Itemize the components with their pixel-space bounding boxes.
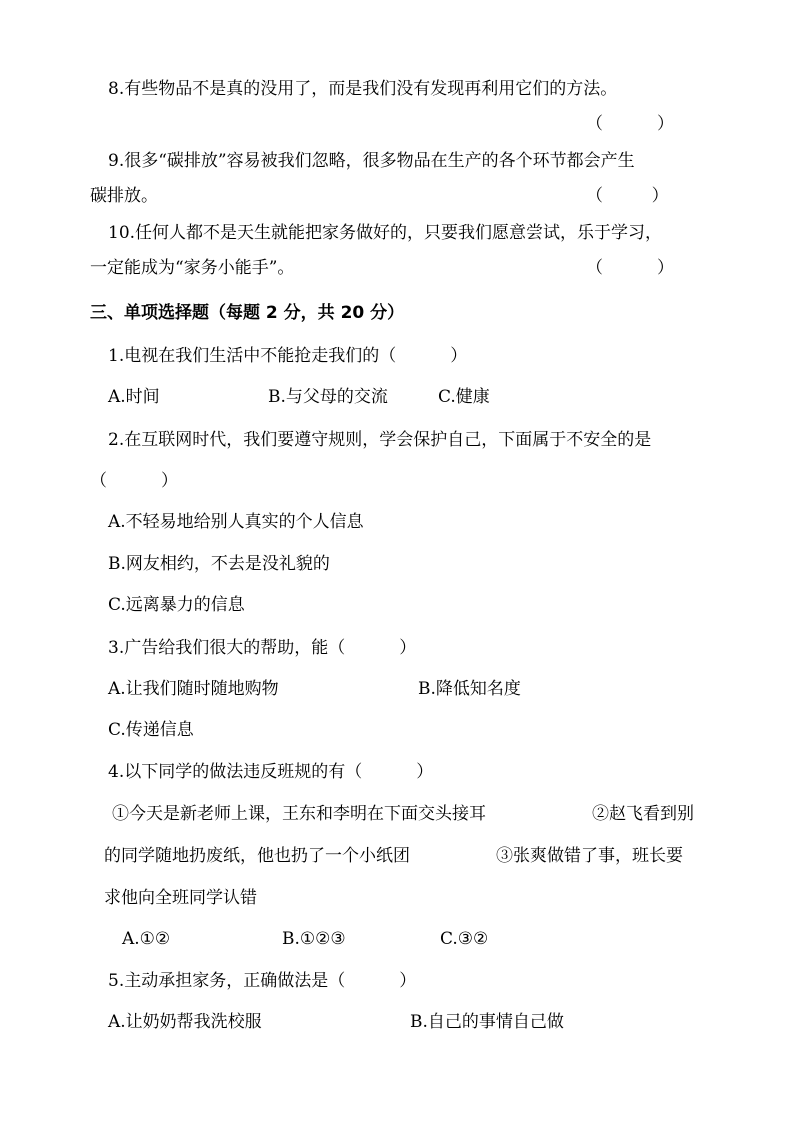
mc-q4-statement-3-start: ③张爽做错了事，班长要	[496, 846, 683, 866]
mc-q2-option-a: A.不轻易地给别人真实的个人信息	[108, 512, 364, 532]
mc-q4-statement-2-start: ②赵飞看到别	[592, 804, 694, 824]
q9-text: 9.很多“碳排放”容易被我们忽略，很多物品在生产的各个环节都会产生	[108, 151, 635, 171]
mc-q4-statement-3-end: 求他向全班同学认错	[104, 888, 257, 908]
mc-q4-statement-2-end: 的同学随地扔废纸，他也扔了一个小纸团	[104, 846, 410, 866]
mc-q2-bracket: （ ）	[90, 471, 179, 491]
mc-q2-stem: 2.在互联网时代，我们要遵守规则，学会保护自己，下面属于不安全的是	[108, 430, 652, 450]
mc-q4-option-c: C.③②	[440, 929, 489, 949]
q8-answer-bracket: （ ）	[586, 114, 675, 134]
q10-text-cont: 一定能成为“家务小能手”。	[90, 258, 295, 278]
mc-q3-option-a: A.让我们随时随地购物	[108, 679, 279, 699]
q10-text: 10.任何人都不是天生就能把家务做好的，只要我们愿意尝试，乐于学习，	[108, 223, 663, 243]
mc-q4-statement-1: ①今天是新老师上课，王东和李明在下面交头接耳	[112, 804, 486, 824]
mc-q3-option-c: C.传递信息	[108, 720, 194, 740]
mc-q3-option-b: B.降低知名度	[418, 679, 521, 699]
q9-text-cont: 碳排放。	[90, 186, 158, 206]
mc-q3-stem: 3.广告给我们很大的帮助，能（ ）	[108, 638, 417, 658]
mc-q4-stem: 4.以下同学的做法违反班规的有（ ）	[108, 762, 434, 782]
mc-q1-option-b: B.与父母的交流	[268, 387, 388, 407]
mc-q2-option-b: B.网友相约，不去是没礼貌的	[108, 554, 330, 574]
q9-answer-bracket: （ ）	[586, 186, 669, 206]
q10-answer-bracket: （ ）	[586, 258, 675, 278]
mc-q5-option-b: B.自己的事情自己做	[410, 1012, 564, 1032]
mc-q4-option-b: B.①②③	[282, 929, 346, 949]
section-title: 三、单项选择题（每题 2 分，共 20 分）	[90, 303, 405, 323]
q8-text: 8.有些物品不是真的没用了，而是我们没有发现再利用它们的方法。	[108, 79, 618, 99]
mc-q5-option-a: A.让奶奶帮我洗校服	[108, 1012, 262, 1032]
mc-q1-stem: 1.电视在我们生活中不能抢走我们的（ ）	[108, 346, 468, 366]
mc-q1-option-a: A.时间	[108, 387, 160, 407]
mc-q5-stem: 5.主动承担家务，正确做法是（ ）	[108, 971, 417, 991]
mc-q4-option-a: A.①②	[122, 929, 171, 949]
mc-q1-option-c: C.健康	[438, 387, 490, 407]
mc-q2-option-c: C.远离暴力的信息	[108, 595, 245, 615]
